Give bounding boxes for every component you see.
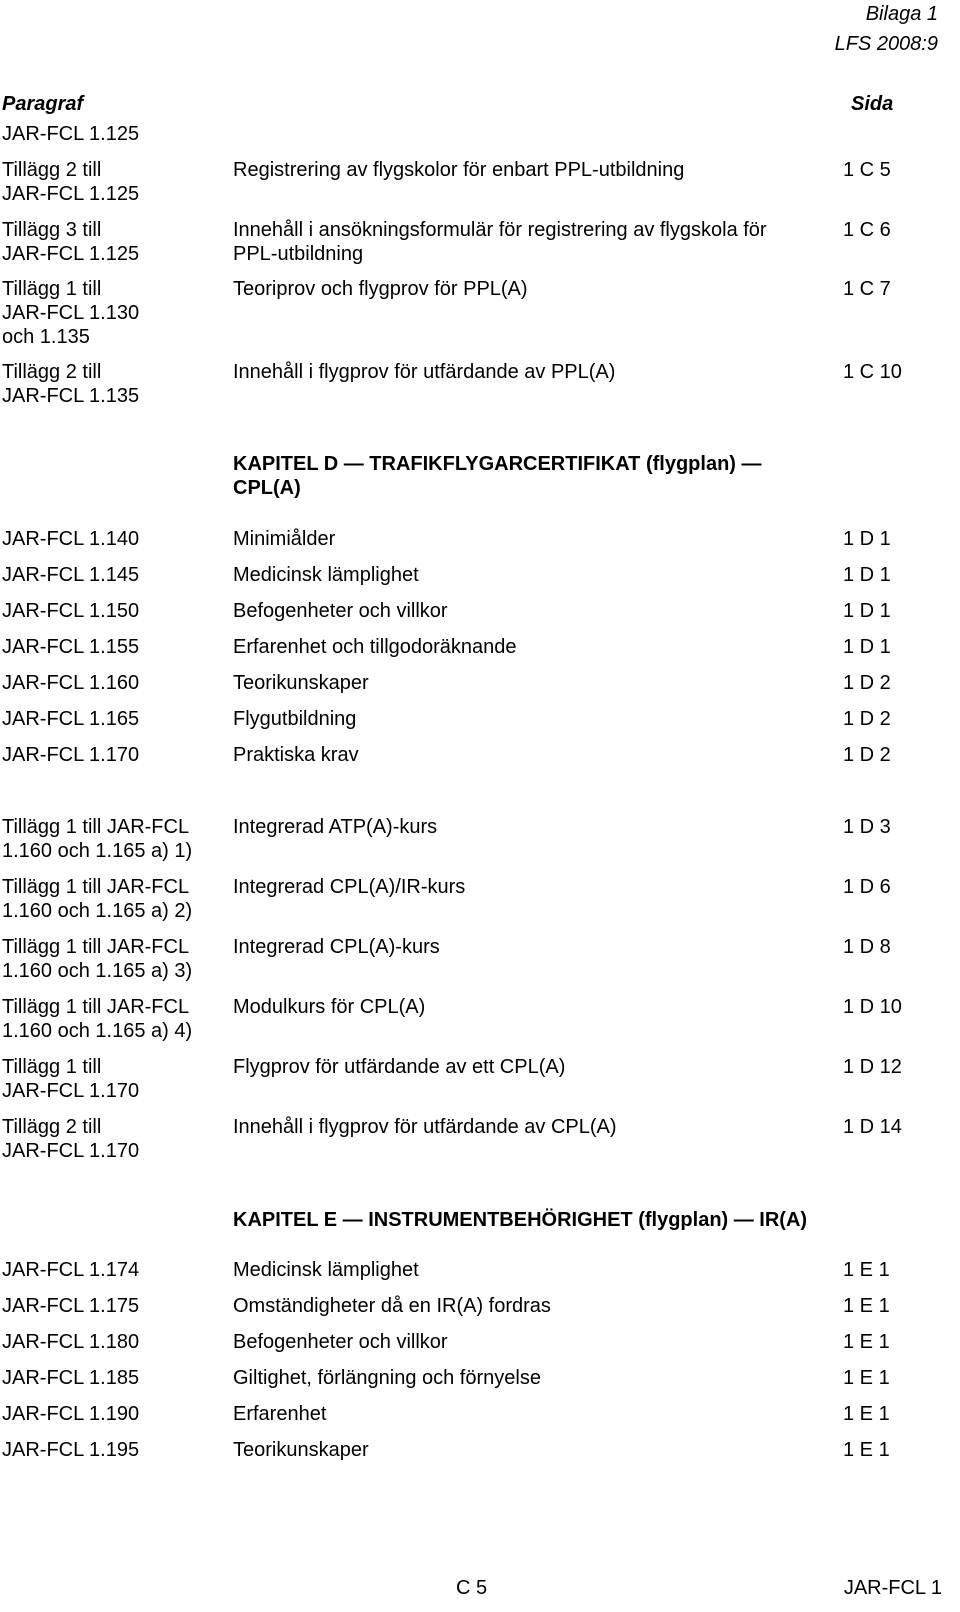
toc-row-page: 1 C 5 xyxy=(843,159,891,181)
toc-row-title: Minimiålder xyxy=(233,528,336,550)
toc-row-page: 1 D 2 xyxy=(843,744,891,766)
toc-row-title: Flygprov för utfärdande av ett CPL(A) xyxy=(233,1056,566,1078)
toc-row-para: JAR-FCL 1.155 xyxy=(2,636,140,658)
toc-row-para: JAR-FCL 1.185 xyxy=(2,1367,140,1389)
toc-row-para: JAR-FCL 1.160 xyxy=(2,672,140,694)
sida-header: Sida xyxy=(851,93,894,115)
toc-row-title: Befogenheter och villkor xyxy=(233,1331,448,1353)
toc-row-para: JAR-FCL 1.170 xyxy=(2,744,140,766)
toc-row-para: JAR-FCL 1.195 xyxy=(2,1439,140,1461)
toc-row-title: Erfarenhet xyxy=(233,1403,327,1425)
toc-row-page: 1 E 1 xyxy=(843,1403,890,1425)
toc-row-title: Giltighet, förlängning och förnyelse xyxy=(233,1367,541,1389)
toc-row-title: Integrerad CPL(A)/IR-kurs xyxy=(233,876,466,898)
toc-row-page: 1 D 14 xyxy=(843,1116,902,1138)
toc-row-page: 1 D 2 xyxy=(843,672,891,694)
toc-row-para: Tillägg 1 till JAR-FCL 1.160 och 1.165 a) 1) xyxy=(2,816,193,862)
toc-row-page: 1 E 1 xyxy=(843,1259,890,1281)
toc-row-page: 1 C 10 xyxy=(843,361,902,383)
footer-document-id: JAR-FCL 1 xyxy=(843,1577,942,1599)
toc-row-para: Tillägg 1 till JAR-FCL 1.160 och 1.165 a) 3) xyxy=(2,936,193,982)
toc-row-para: JAR-FCL 1.175 xyxy=(2,1295,140,1317)
toc-row-page: 1 D 8 xyxy=(843,936,891,958)
toc-row-para: Tillägg 1 till JAR-FCL 1.170 xyxy=(2,1056,140,1102)
toc-row-para: JAR-FCL 1.165 xyxy=(2,708,140,730)
toc-row-title: Registrering av flygskolor för enbart PPL-utbildning xyxy=(233,159,685,181)
toc-row-page: 1 E 1 xyxy=(843,1367,890,1389)
toc-row-page: 1 E 1 xyxy=(843,1439,890,1461)
toc-row-page: 1 D 1 xyxy=(843,564,891,586)
toc-row-title: Medicinsk lämplighet xyxy=(233,564,419,586)
toc-row-page: 1 D 1 xyxy=(843,636,891,658)
toc-row-title: Innehåll i ansökningsformulär för registrering av flygskola för PPL-utbildning xyxy=(233,219,767,265)
toc-row-page: 1 D 1 xyxy=(843,528,891,550)
toc-row-title: Teorikunskaper xyxy=(233,1439,369,1461)
footer-page-number: C 5 xyxy=(456,1577,488,1599)
lfs-label: LFS 2008:9 xyxy=(834,33,938,55)
toc-row-page: 1 C 6 xyxy=(843,219,891,241)
toc-row-title: Modulkurs för CPL(A) xyxy=(233,996,426,1018)
toc-row-page: 1 C 7 xyxy=(843,278,891,300)
toc-row-page: 1 D 6 xyxy=(843,876,891,898)
toc-row-para: JAR-FCL 1.174 xyxy=(2,1259,140,1281)
toc-row-title: Erfarenhet och tillgodoräknande xyxy=(233,636,517,658)
toc-row-para: JAR-FCL 1.140 xyxy=(2,528,140,550)
bilaga-label: Bilaga 1 xyxy=(865,3,938,25)
toc-row-title: Omständigheter då en IR(A) fordras xyxy=(233,1295,551,1317)
toc-row-title: Integrerad ATP(A)-kurs xyxy=(233,816,438,838)
toc-row-title: Teorikunskaper xyxy=(233,672,369,694)
toc-row-para: Tillägg 1 till JAR-FCL 1.160 och 1.165 a) 2) xyxy=(2,876,193,922)
toc-row-title: Integrerad CPL(A)-kurs xyxy=(233,936,440,958)
toc-row-page: 1 D 1 xyxy=(843,600,891,622)
toc-row-para: Tillägg 2 till JAR-FCL 1.135 xyxy=(2,361,140,407)
toc-row-para: Tillägg 2 till JAR-FCL 1.125 xyxy=(2,159,140,205)
toc-row-title: Innehåll i flygprov för utfärdande av CPL(A) xyxy=(233,1116,617,1138)
toc-row-title: Innehåll i flygprov för utfärdande av PPL(A) xyxy=(233,361,616,383)
toc-row-title: Medicinsk lämplighet xyxy=(233,1259,419,1281)
toc-row-title: Praktiska krav xyxy=(233,744,359,766)
toc-row-page: 1 D 10 xyxy=(843,996,902,1018)
toc-row-title: Befogenheter och villkor xyxy=(233,600,448,622)
toc-row-para: Tillägg 1 till JAR-FCL 1.130 och 1.135 xyxy=(2,278,140,348)
toc-row-page: 1 D 2 xyxy=(843,708,891,730)
toc-row-para: JAR-FCL 1.180 xyxy=(2,1331,140,1353)
toc-row-para: Tillägg 2 till JAR-FCL 1.170 xyxy=(2,1116,140,1162)
paragraf-header: Paragraf xyxy=(2,93,84,115)
toc-row-para: JAR-FCL 1.150 xyxy=(2,600,140,622)
toc-row-page: 1 D 12 xyxy=(843,1056,902,1078)
toc-row-para: JAR-FCL 1.145 xyxy=(2,564,140,586)
toc-row-page: 1 D 3 xyxy=(843,816,891,838)
toc-row-page: 1 E 1 xyxy=(843,1295,890,1317)
toc-row-para: Tillägg 1 till JAR-FCL 1.160 och 1.165 a) 4) xyxy=(2,996,193,1042)
toc-row-title: Flygutbildning xyxy=(233,708,357,730)
toc-row-title: Teoriprov och flygprov för PPL(A) xyxy=(233,278,528,300)
toc-row-para: JAR-FCL 1.190 xyxy=(2,1403,140,1425)
first-paragraph: JAR-FCL 1.125 xyxy=(2,123,140,145)
chapter-d-heading: KAPITEL D — TRAFIKFLYGARCERTIFIKAT (flygplan) — CPL(A) xyxy=(233,453,762,499)
toc-row-para: Tillägg 3 till JAR-FCL 1.125 xyxy=(2,219,140,265)
toc-row-page: 1 E 1 xyxy=(843,1331,890,1353)
chapter-e-heading: KAPITEL E — INSTRUMENTBEHÖRIGHET (flygplan) — IR(A) xyxy=(233,1209,808,1231)
